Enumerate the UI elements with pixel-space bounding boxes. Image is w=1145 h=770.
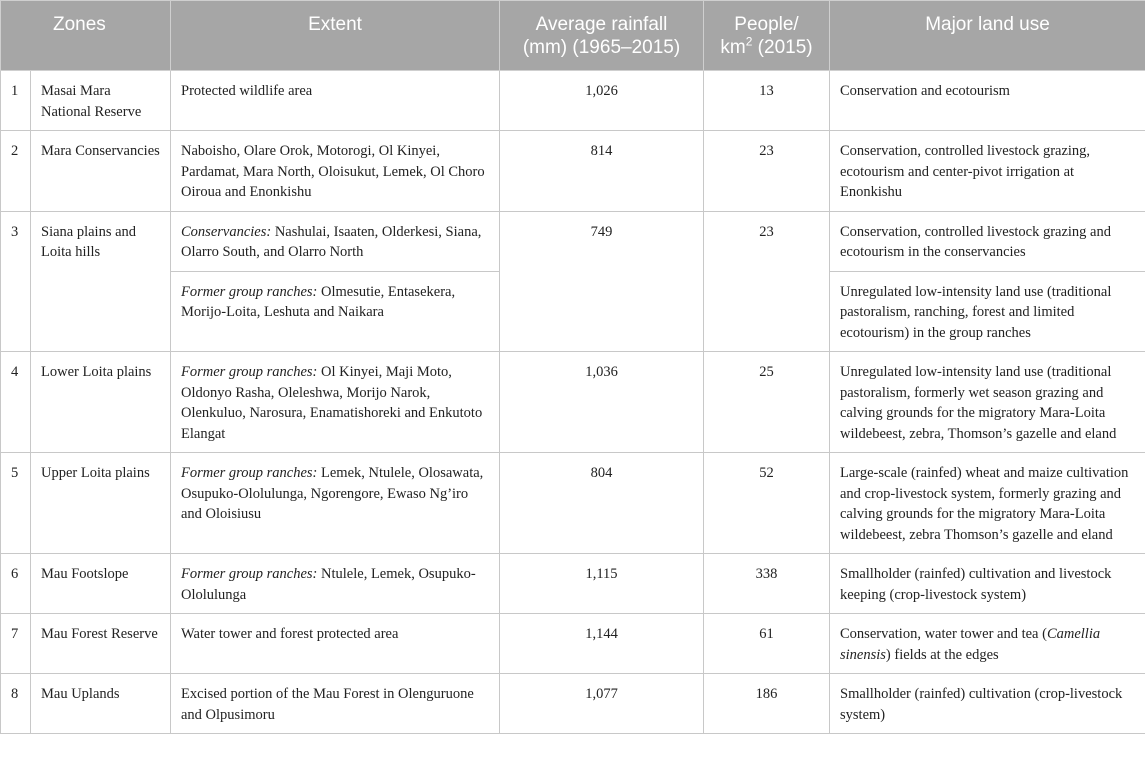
people-cell: 23 [704,211,830,352]
land-use-cell: Smallholder (rainfed) cultivation and livestock keeping (crop-livestock system) [830,554,1145,614]
table-row [1,71,1145,131]
extent-label: Former group ranches: [181,566,318,582]
extent-cell: Water tower and forest protected area [171,614,500,674]
row-number: 3 [1,211,31,352]
land-use-cell: Large-scale (rainfed) wheat and maize cultivation and crop-livestock system, formerly grazing and calving grounds for the migratory Mara-Loita wildebeest, zebra Thomson’s gazelle and eland [830,453,1145,554]
row-number: 7 [1,614,31,674]
people-cell: 23 [704,131,830,212]
row-number: 1 [1,71,31,131]
zone-name: Upper Loita plains [31,453,171,554]
extent-cell: Protected wildlife area [171,71,500,131]
extent-cell [171,554,500,614]
extent-text: Olmesutie, Entasekera, Morijo-Loita, Leshuta and Naikara [181,283,456,320]
header-people-line1: People/ [734,14,799,35]
header-extent: Extent [171,1,500,71]
row-number: 6 [1,554,31,614]
extent-text: Nashulai, Isaaten, Olderkesi, Siana, Olarro South, and Olarro North [181,223,482,260]
table-header [1,1,1145,71]
table-body [1,71,1145,734]
rainfall-cell: 1,115 [500,554,704,614]
rainfall-cell: 1,026 [500,71,704,131]
table-row [1,352,1145,453]
rainfall-cell: 749 [500,211,704,352]
rainfall-cell: 1,144 [500,614,704,674]
people-cell: 186 [704,674,830,734]
zone-name: Siana plains and Loita hills [31,211,171,352]
people-cell: 338 [704,554,830,614]
extent-label: Former group ranches: [181,465,318,481]
land-use-text: ) fields at the edges [885,646,999,663]
header-people-sup: 2 [745,34,753,49]
people-cell: 25 [704,352,830,453]
extent-cell [171,211,500,271]
land-use-cell: Conservation and ecotourism [830,71,1145,131]
row-number: 2 [1,131,31,212]
table-row [1,211,1145,271]
table-row [1,674,1145,734]
zone-name: Mau Forest Reserve [31,614,171,674]
extent-cell [171,271,500,352]
rainfall-cell: 804 [500,453,704,554]
table-row [1,453,1145,554]
people-cell: 13 [704,71,830,131]
land-use-cell: Smallholder (rainfed) cultivation (crop-livestock system) [830,674,1145,734]
extent-text: Ol Kinyei, Maji Moto, Oldonyo Rasha, Oleleshwa, Morijo Narok, Olenkuluo, Narosura, Enamatishoreki and Enkutoto Elangat [181,364,483,442]
zone-name: Mau Footslope [31,554,171,614]
land-use-cell: Conservation, controlled livestock grazing and ecotourism in the conservancies [830,211,1145,271]
extent-text: Lemek, Ntulele, Olosawata, Osupuko-Ololulunga, Ngorengore, Ewaso Ng’iro and Oloisiusu [181,465,484,522]
header-people-year: (2015) [752,37,813,58]
extent-cell [171,352,500,453]
header-rainfall [500,1,704,71]
people-cell: 52 [704,453,830,554]
rainfall-cell: 1,077 [500,674,704,734]
extent-cell [171,453,500,554]
extent-label: Conservancies: [181,223,272,240]
zone-name: Masai Mara National Reserve [31,71,171,131]
table-row [1,554,1145,614]
zone-name: Mau Uplands [31,674,171,734]
header-people [704,1,830,71]
extent-cell: Naboisho, Olare Orok, Motorogi, Ol Kinyei, Pardamat, Mara North, Oloisukut, Lemek, Ol Choro Oiroua and Enonkishu [171,131,500,212]
header-land-use: Major land use [830,1,1145,71]
row-number: 4 [1,352,31,453]
land-use-cell: Unregulated low-intensity land use (traditional pastoralism, formerly wet season grazing and calving grounds for the migratory Mara-Loita wildebeest, zebra, Thomson’s gazelle and eland [830,352,1145,453]
land-use-cell [830,614,1145,674]
land-use-cell: Conservation, controlled livestock grazing, ecotourism and center-pivot irrigation at Enonkishu [830,131,1145,212]
table-row [1,614,1145,674]
table-row [1,131,1145,212]
zone-name: Lower Loita plains [31,352,171,453]
rainfall-cell: 1,036 [500,352,704,453]
people-cell: 61 [704,614,830,674]
land-use-text: Conservation, water tower and tea ( [840,626,1047,642]
extent-label: Former group ranches: [181,364,318,380]
rainfall-cell: 814 [500,131,704,212]
header-zones: Zones [1,1,171,71]
extent-label: Former group ranches: [181,283,318,300]
header-rainfall-line2: (mm) (1965–2015) [522,37,681,58]
header-rainfall-line1: Average rainfall [535,14,668,35]
extent-cell: Excised portion of the Mau Forest in Olenguruone and Olpusimoru [171,674,500,734]
extent-text: Ntulele, Lemek, Osupuko-Ololulunga [181,566,476,603]
row-number: 5 [1,453,31,554]
zone-name: Mara Conservancies [31,131,171,212]
header-people-km: km [720,37,746,58]
land-use-cell: Unregulated low-intensity land use (traditional pastoralism, ranching, forest and limited ecotourism) in the group ranches [830,271,1145,352]
land-use-species: Camellia sinensis [840,626,1101,663]
row-number: 8 [1,674,31,734]
